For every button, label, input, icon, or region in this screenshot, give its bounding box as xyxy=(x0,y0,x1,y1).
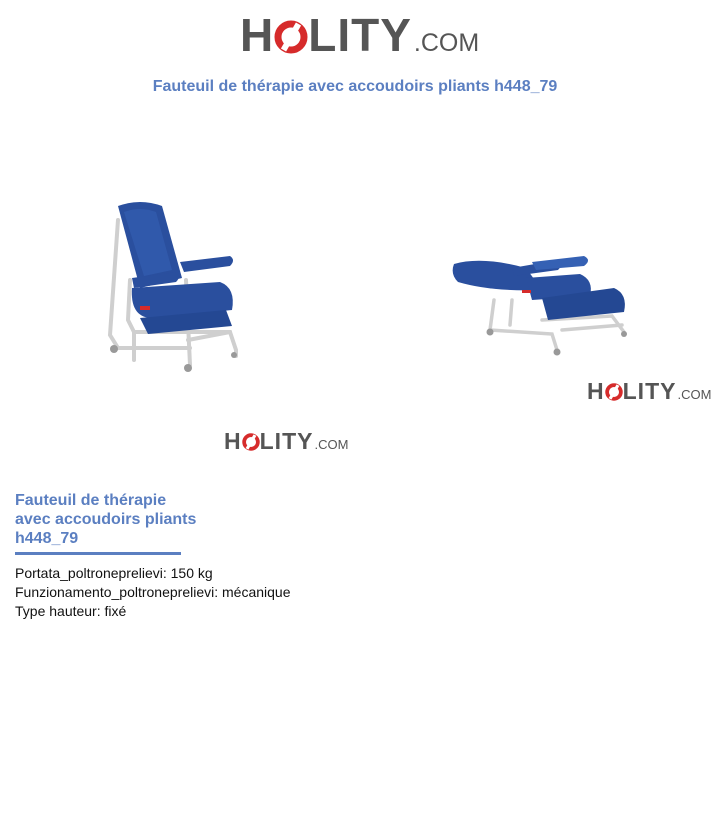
logo-o-icon xyxy=(242,428,260,455)
product-name-line: Fauteuil de thérapie xyxy=(15,492,167,509)
logo-o-icon xyxy=(274,8,308,62)
logo-o-icon xyxy=(605,378,623,405)
logo-domain: .COM xyxy=(314,437,349,452)
page-title: Fauteuil de thérapie avec accoudoirs pliants h448_79 xyxy=(152,78,558,95)
logo-text: H LITY xyxy=(224,428,314,454)
spec-height-type: Type hauteur: fixé xyxy=(15,603,127,619)
logo-domain: .COM xyxy=(677,387,712,402)
product-name-line: avec accoudoirs pliants xyxy=(15,511,197,528)
spec-operation: Funzionamento_poltroneprelievi: mécanique xyxy=(15,584,291,600)
watermark-logo xyxy=(224,428,348,455)
product-photo-upright xyxy=(0,120,360,480)
product-name xyxy=(15,491,215,548)
logo-domain: .COM xyxy=(413,29,480,57)
site-logo[interactable] xyxy=(240,8,479,62)
product-specs xyxy=(15,564,291,621)
title-divider xyxy=(15,552,181,555)
logo-text: H LITY xyxy=(240,9,412,61)
spec-capacity: Portata_poltroneprelievi: 150 kg xyxy=(15,565,213,581)
logo-text: H LITY xyxy=(587,378,677,404)
product-photo-reclined xyxy=(362,160,712,410)
watermark-logo xyxy=(587,378,711,405)
product-code: h448_79 xyxy=(15,530,79,547)
